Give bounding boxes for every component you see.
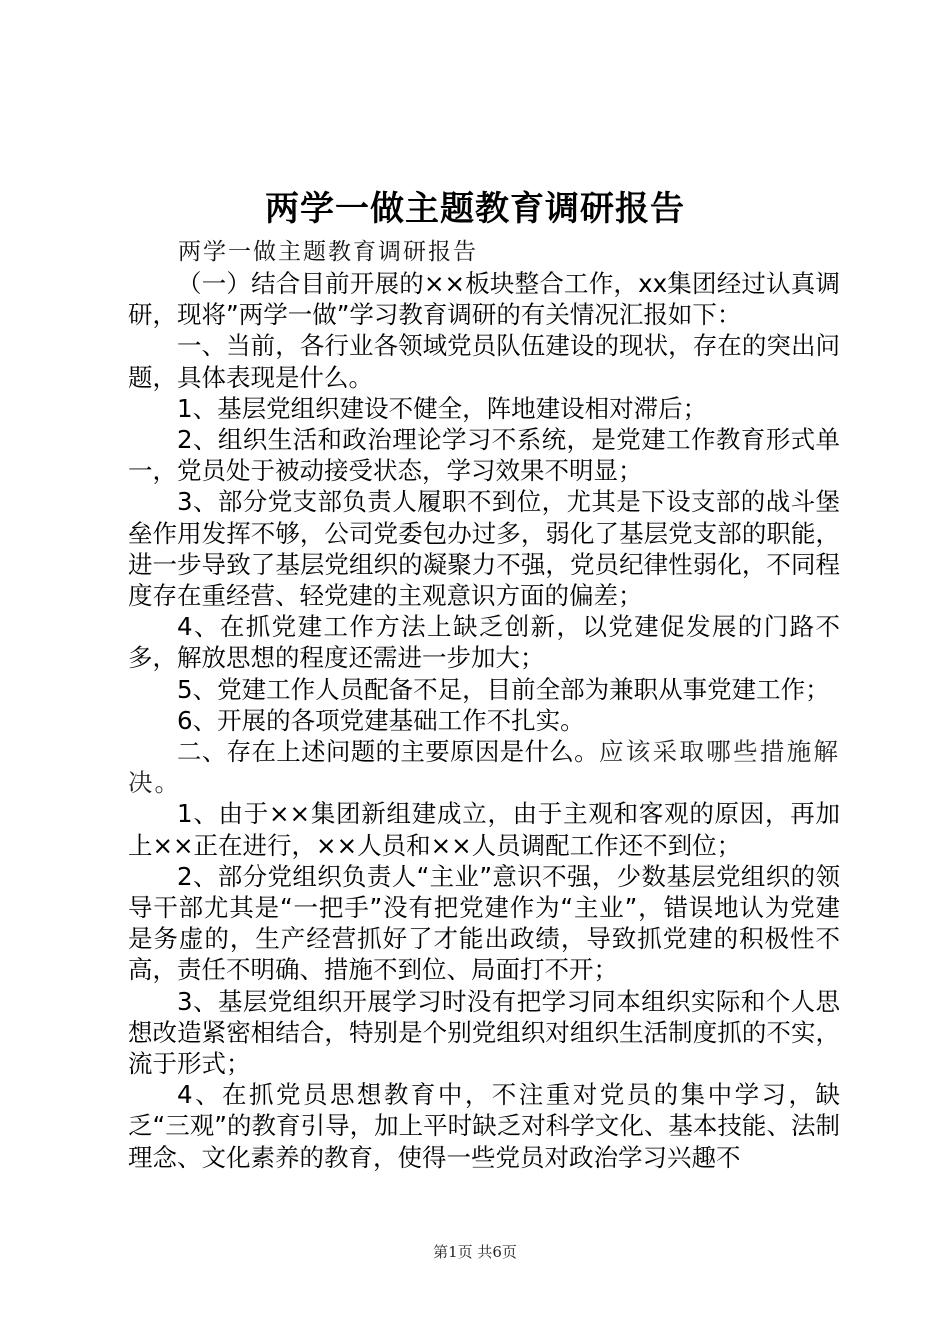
section-heading-main: 二、存在上述问题的主要原因是什么。 <box>177 737 599 767</box>
paragraph: 5、党建工作人员配备不足，目前全部为兼职从事党建工作； <box>177 674 830 704</box>
paragraph: 3、基层党组织开展学习时没有把学习同本组织实际和个人思想改造紧密相结合，特别是个别党组织对组织生活制度抓的不实，流于形式； <box>128 986 840 1079</box>
paragraph: （一）结合目前开展的××板块整合工作，xx集团经过认真调研，现将”两学一做”学习教育调研的有关情况汇报如下： <box>128 269 840 330</box>
document-subtitle: 两学一做主题教育调研报告 <box>178 239 478 265</box>
paragraph: 1、由于××集团新组建成立，由于主观和客观的原因，再加上××正在进行，××人员和××人员调配工作还不到位； <box>128 799 840 860</box>
paragraph: 4、在抓党建工作方法上缺乏创新，以党建促发展的门路不多，解放思想的程度还需进一步加大； <box>128 612 840 673</box>
section-heading <box>128 736 840 798</box>
paragraph: 1、基层党组织建设不健全，阵地建设相对滞后； <box>177 393 708 423</box>
paragraph: 6、开展的各项党建基础工作不扎实。 <box>177 705 585 735</box>
document-title: 两学一做主题教育调研报告 <box>265 189 685 229</box>
page-footer: 第1页 共6页 <box>433 1243 517 1261</box>
document-body <box>128 268 840 1173</box>
paragraph: 2、组织生活和政治理论学习不系统，是党建工作教育形式单一，党员处于被动接受状态，学习效果不明显； <box>128 425 840 486</box>
paragraph: 4、在抓党员思想教育中，不注重对党员的集中学习，缺乏“三观”的教育引导，加上平时缺乏对科学文化、基本技能、法制理念、文化素养的教育，使得一些党员对政治学习兴趣不 <box>128 1080 840 1172</box>
paragraph: 2、部分党组织负责人“主业”意识不强，少数基层党组织的领导干部尤其是“一把手”没有把党建作为“主业”，错误地认为党建是务虚的，生产经营抓好了才能出政绩，导致抓党建的积极性不高，责任不明确、措施不到位、局面打不开； <box>128 861 840 985</box>
paragraph: 一、当前，各行业各领域党员队伍建设的现状，存在的突出问题，具体表现是什么。 <box>128 331 840 392</box>
section-heading-tail: 应该采取哪些措施解决。 <box>128 737 841 798</box>
paragraph: 3、部分党支部负责人履职不到位，尤其是下设支部的战斗堡垒作用发挥不够，公司党委包办过多，弱化了基层党支部的职能，进一步导致了基层党组织的凝聚力不强，党员纪律性弱化，不同程度存在重经营、轻党建的主观意识方面的偏差； <box>128 487 840 611</box>
